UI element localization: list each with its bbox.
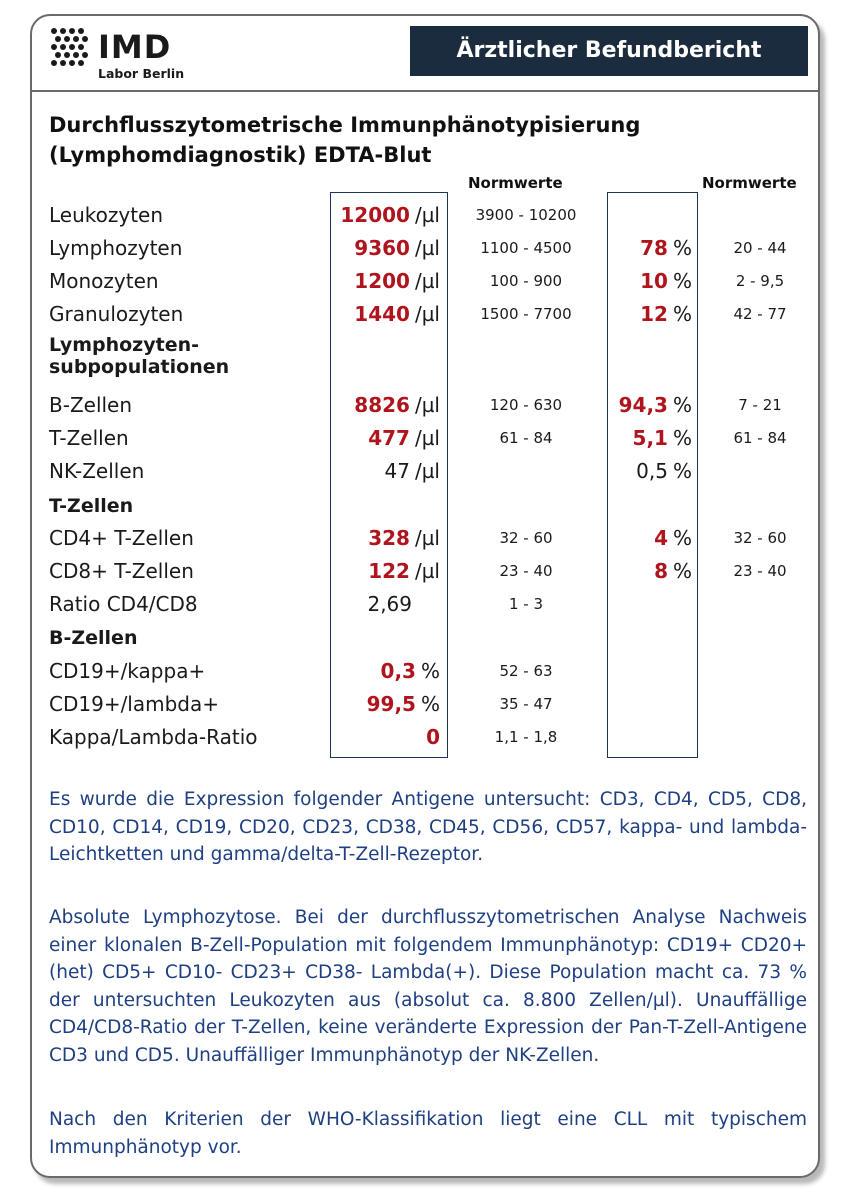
norm-header-absolute: Normwerte xyxy=(468,174,563,192)
percent-number: 4 xyxy=(654,526,668,550)
absolute-value xyxy=(354,390,440,420)
absolute-number: 122 xyxy=(368,559,410,583)
absolute-number: 1200 xyxy=(354,269,410,293)
reference-range-percent: 23 - 40 xyxy=(733,562,787,580)
percent-value xyxy=(654,523,692,553)
absolute-number: 0 xyxy=(426,725,440,749)
absolute-unit: /µl xyxy=(414,302,440,326)
heading-line-1: Durchflusszytometrische Immunphänotypisierung xyxy=(49,113,641,137)
table-row xyxy=(32,456,822,486)
logo-name: IMD xyxy=(98,28,172,66)
reference-range-absolute: 32 - 60 xyxy=(499,529,553,547)
percent-unit: % xyxy=(672,559,692,583)
table-row xyxy=(32,423,822,453)
header-divider xyxy=(32,90,818,92)
percent-unit: % xyxy=(672,269,692,293)
absolute-number: 8826 xyxy=(354,393,410,417)
reference-range-absolute: 52 - 63 xyxy=(499,662,553,680)
row-label: B-Zellen xyxy=(49,393,133,417)
percent-value xyxy=(640,299,692,329)
absolute-value xyxy=(367,689,440,719)
percent-unit: % xyxy=(672,459,692,483)
table-row xyxy=(32,556,822,586)
percent-number: 5,1 xyxy=(632,426,668,450)
reference-range-percent: 20 - 44 xyxy=(733,239,787,257)
section-heading xyxy=(32,491,822,521)
absolute-value xyxy=(368,523,440,553)
row-label: NK-Zellen xyxy=(49,459,145,483)
absolute-unit: /µl xyxy=(414,269,440,293)
table-row xyxy=(32,233,822,263)
absolute-unit: /µl xyxy=(414,203,440,227)
percent-value xyxy=(640,266,692,296)
reference-range-percent: 42 - 77 xyxy=(733,305,787,323)
reference-range-absolute: 23 - 40 xyxy=(499,562,553,580)
reference-range-absolute: 100 - 900 xyxy=(489,272,563,290)
absolute-unit: /µl xyxy=(414,526,440,550)
conclusion-paragraph: Nach den Kriterien der WHO-Klassifikation liegt eine CLL mit typischem Immunphänotyp vor. xyxy=(49,1109,807,1158)
percent-value xyxy=(654,556,692,586)
absolute-unit: /µl xyxy=(414,559,440,583)
section-label: B-Zellen xyxy=(49,627,138,649)
reference-range-absolute: 1100 - 4500 xyxy=(480,239,572,257)
absolute-value xyxy=(426,722,440,752)
table-row xyxy=(32,299,822,329)
report-card xyxy=(30,14,820,1178)
percent-value xyxy=(640,233,692,263)
absolute-unit: /µl xyxy=(414,236,440,260)
reference-range-absolute: 3900 - 10200 xyxy=(475,206,577,224)
percent-unit: % xyxy=(672,526,692,550)
row-label: Leukozyten xyxy=(49,203,164,227)
absolute-value xyxy=(368,423,440,453)
absolute-number: 0,3 xyxy=(380,659,416,683)
absolute-unit: % xyxy=(420,692,440,716)
percent-value xyxy=(636,456,692,486)
antigen-paragraph: Es wurde die Expression folgender Antigene untersucht: CD3, CD4, CD5, CD8, CD10, CD14, CD19, CD20, CD23, CD38, CD45, CD56, CD57, kappa- und lambda-Leichtketten und gamma/delta-T-Zell-Rezeptor. xyxy=(49,789,807,865)
reference-range-absolute: 1 - 3 xyxy=(508,595,544,613)
percent-unit: % xyxy=(672,393,692,417)
absolute-value xyxy=(354,266,440,296)
row-label: Kappa/Lambda-Ratio xyxy=(49,725,258,749)
absolute-number: 477 xyxy=(368,426,410,450)
section-label-line-1: Lymphozyten- xyxy=(49,334,200,356)
row-label: CD19+/lambda+ xyxy=(49,692,220,716)
section-heading xyxy=(32,334,822,378)
reference-range-absolute: 1,1 - 1,8 xyxy=(494,728,558,746)
row-label: T-Zellen xyxy=(49,426,129,450)
percent-value xyxy=(633,423,692,453)
report-title: Ärztlicher Befundbericht xyxy=(410,26,808,76)
percent-value xyxy=(619,390,692,420)
percent-number: 94,3 xyxy=(618,393,668,417)
absolute-unit: % xyxy=(420,659,440,683)
absolute-value xyxy=(381,656,440,686)
row-label: Ratio CD4/CD8 xyxy=(49,592,198,616)
absolute-number: 99,5 xyxy=(366,692,416,716)
logo-dots-icon xyxy=(48,26,92,68)
findings-paragraph: Absolute Lymphozytose. Bei der durchflusszytometrischen Analyse Nachweis einer klonalen B-Zell-Population mit folgendem Immunphänotyp: CD19+ CD20+(het) CD5+ CD10- CD23+ CD38- Lambda(+). Diese Population macht ca. 73 % der untersuchten Leukozyten aus (absolut ca. 8.800 Zellen/µl). Unauffällige CD4/CD8-Ratio der T-Zellen, keine veränderte Expression der Pan-T-Zell-Antigene CD3 und CD5. Unauffälliger Immunphänotyp der NK-Zellen. xyxy=(49,907,807,1066)
reference-range-absolute: 1500 - 7700 xyxy=(480,305,572,323)
row-label: CD4+ T-Zellen xyxy=(49,526,194,550)
absolute-unit: /µl xyxy=(414,459,440,483)
percent-number: 12 xyxy=(640,302,668,326)
norm-header-percent: Normwerte xyxy=(702,174,797,192)
row-label: CD8+ T-Zellen xyxy=(49,559,194,583)
section-heading xyxy=(32,623,822,653)
row-label: Monozyten xyxy=(49,269,159,293)
absolute-number: 12000 xyxy=(340,203,410,227)
page-heading xyxy=(49,110,749,170)
table-row xyxy=(32,390,822,420)
table-row xyxy=(32,656,822,686)
table-row xyxy=(32,722,822,752)
row-label: CD19+/kappa+ xyxy=(49,659,206,683)
reference-range-percent: 61 - 84 xyxy=(733,429,787,447)
absolute-number: 2,69 xyxy=(367,592,412,616)
absolute-number: 47 xyxy=(384,459,410,483)
percent-unit: % xyxy=(672,426,692,450)
absolute-unit: /µl xyxy=(414,393,440,417)
row-label: Lymphozyten xyxy=(49,236,183,260)
percent-unit: % xyxy=(672,302,692,326)
absolute-value xyxy=(385,456,440,486)
absolute-number: 1440 xyxy=(354,302,410,326)
reference-range-percent: 32 - 60 xyxy=(733,529,787,547)
table-row xyxy=(32,266,822,296)
percent-number: 0,5 xyxy=(636,459,668,483)
table-row xyxy=(32,589,822,619)
section-label: T-Zellen xyxy=(49,495,134,517)
absolute-value xyxy=(367,589,412,619)
table-row xyxy=(32,689,822,719)
section-label-line-2: subpopulationen xyxy=(49,356,230,378)
table-row xyxy=(32,200,822,230)
percent-unit: % xyxy=(672,236,692,260)
reference-range-absolute: 61 - 84 xyxy=(499,429,553,447)
percent-number: 8 xyxy=(654,559,668,583)
reference-range-percent: 2 - 9,5 xyxy=(735,272,785,290)
reference-range-absolute: 120 - 630 xyxy=(489,396,563,414)
percent-number: 10 xyxy=(640,269,668,293)
logo-subtitle: Labor Berlin xyxy=(98,66,185,81)
absolute-value xyxy=(354,233,440,263)
percent-number: 78 xyxy=(640,236,668,260)
absolute-unit: /µl xyxy=(414,426,440,450)
heading-line-2: (Lymphomdiagnostik) EDTA-Blut xyxy=(49,143,432,167)
absolute-value xyxy=(354,299,440,329)
row-label: Granulozyten xyxy=(49,302,184,326)
absolute-value xyxy=(368,556,440,586)
reference-range-absolute: 35 - 47 xyxy=(499,695,553,713)
table-row xyxy=(32,523,822,553)
absolute-number: 328 xyxy=(368,526,410,550)
reference-range-percent: 7 - 21 xyxy=(738,396,782,414)
absolute-number: 9360 xyxy=(354,236,410,260)
absolute-value xyxy=(340,200,440,230)
